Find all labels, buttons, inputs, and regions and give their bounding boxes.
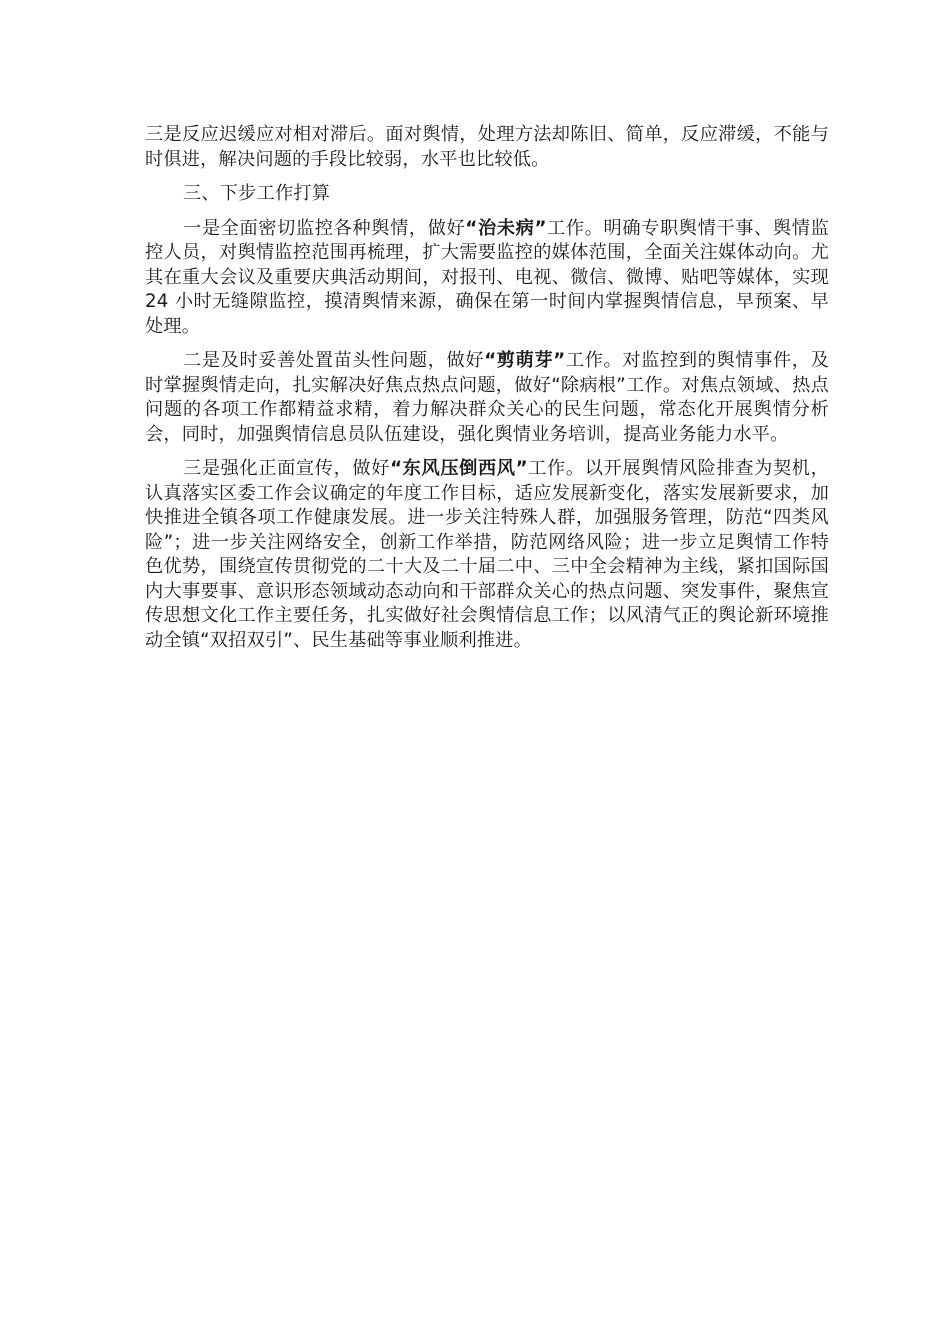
paragraph-publicity-quote: “东风压倒西风” <box>390 458 528 479</box>
paragraph-publicity <box>145 457 829 653</box>
paragraph-handling-lead: 二是及时妥善处置苗头性问题，做好 <box>183 350 485 371</box>
document-page <box>145 123 829 663</box>
paragraph-handling <box>145 349 829 447</box>
paragraph-monitoring-lead: 一是全面密切监控各种舆情，做好 <box>183 217 466 239</box>
paragraph-handling-body: 工作。对监控到的舆情事件，及时掌握舆情走向，扎实解决好焦点热点问题，做好“除病根”工作。对焦点领域、热点问题的各项工作都精益求精，着力解决群众关心的民生问题，常态化开展舆情分析会，同时，加强舆情信息员队伍建设，强化舆情业务培训，提高业务能力水平。 <box>145 350 829 445</box>
section-heading: 三、下步工作打算 <box>183 183 331 204</box>
paragraph-handling-quote: “剪萌芽” <box>484 350 566 371</box>
paragraph-continuation: 三是反应迟缓应对相对滞后。面对舆情，处理方法却陈旧、简单，反应滞缓，不能与时俱进，解决问题的手段比较弱，水平也比较低。 <box>145 124 829 170</box>
paragraph-monitoring-quote: “治未病” <box>465 217 547 239</box>
paragraph-monitoring <box>145 217 829 340</box>
paragraph-publicity-lead: 三是强化正面宣传，做好 <box>183 458 391 479</box>
paragraph-monitoring-body: 工作。明确专职舆情干事、舆情监控人员，对舆情监控范围再梳理，扩大需要监控的媒体范围，全面关注媒体动向。尤其在重大会议及重要庆典活动期间，对报刊、电视、微信、微博、贴吧等媒体，实现 24 小时无缝隙监控，摸清舆情来源，确保在第一时间内掌握舆情信息，早预案、早处理。 <box>145 217 829 337</box>
paragraph-publicity-body: 工作。以开展舆情风险排查为契机，认真落实区委工作会议确定的年度工作目标，适应发展新变化，落实发展新要求，加快推进全镇各项工作健康发展。进一步关注特殊人群，加强服务管理，防范“四类风险”；进一步关注网络安全，创新工作举措，防范网络风险；进一步立足舆情工作特色优势，围绕宣传贯彻党的二十大及二十届二中、三中全会精神为主线，紧扣国际国内大事要事、意识形态领域动态动向和干部群众关心的热点问题、突发事件，聚焦宣传思想文化工作主要任务，扎实做好社会舆情信息工作；以风清气正的舆论新环境推动全镇“双招双引”、民生基础等事业顺利推进。 <box>145 458 830 651</box>
